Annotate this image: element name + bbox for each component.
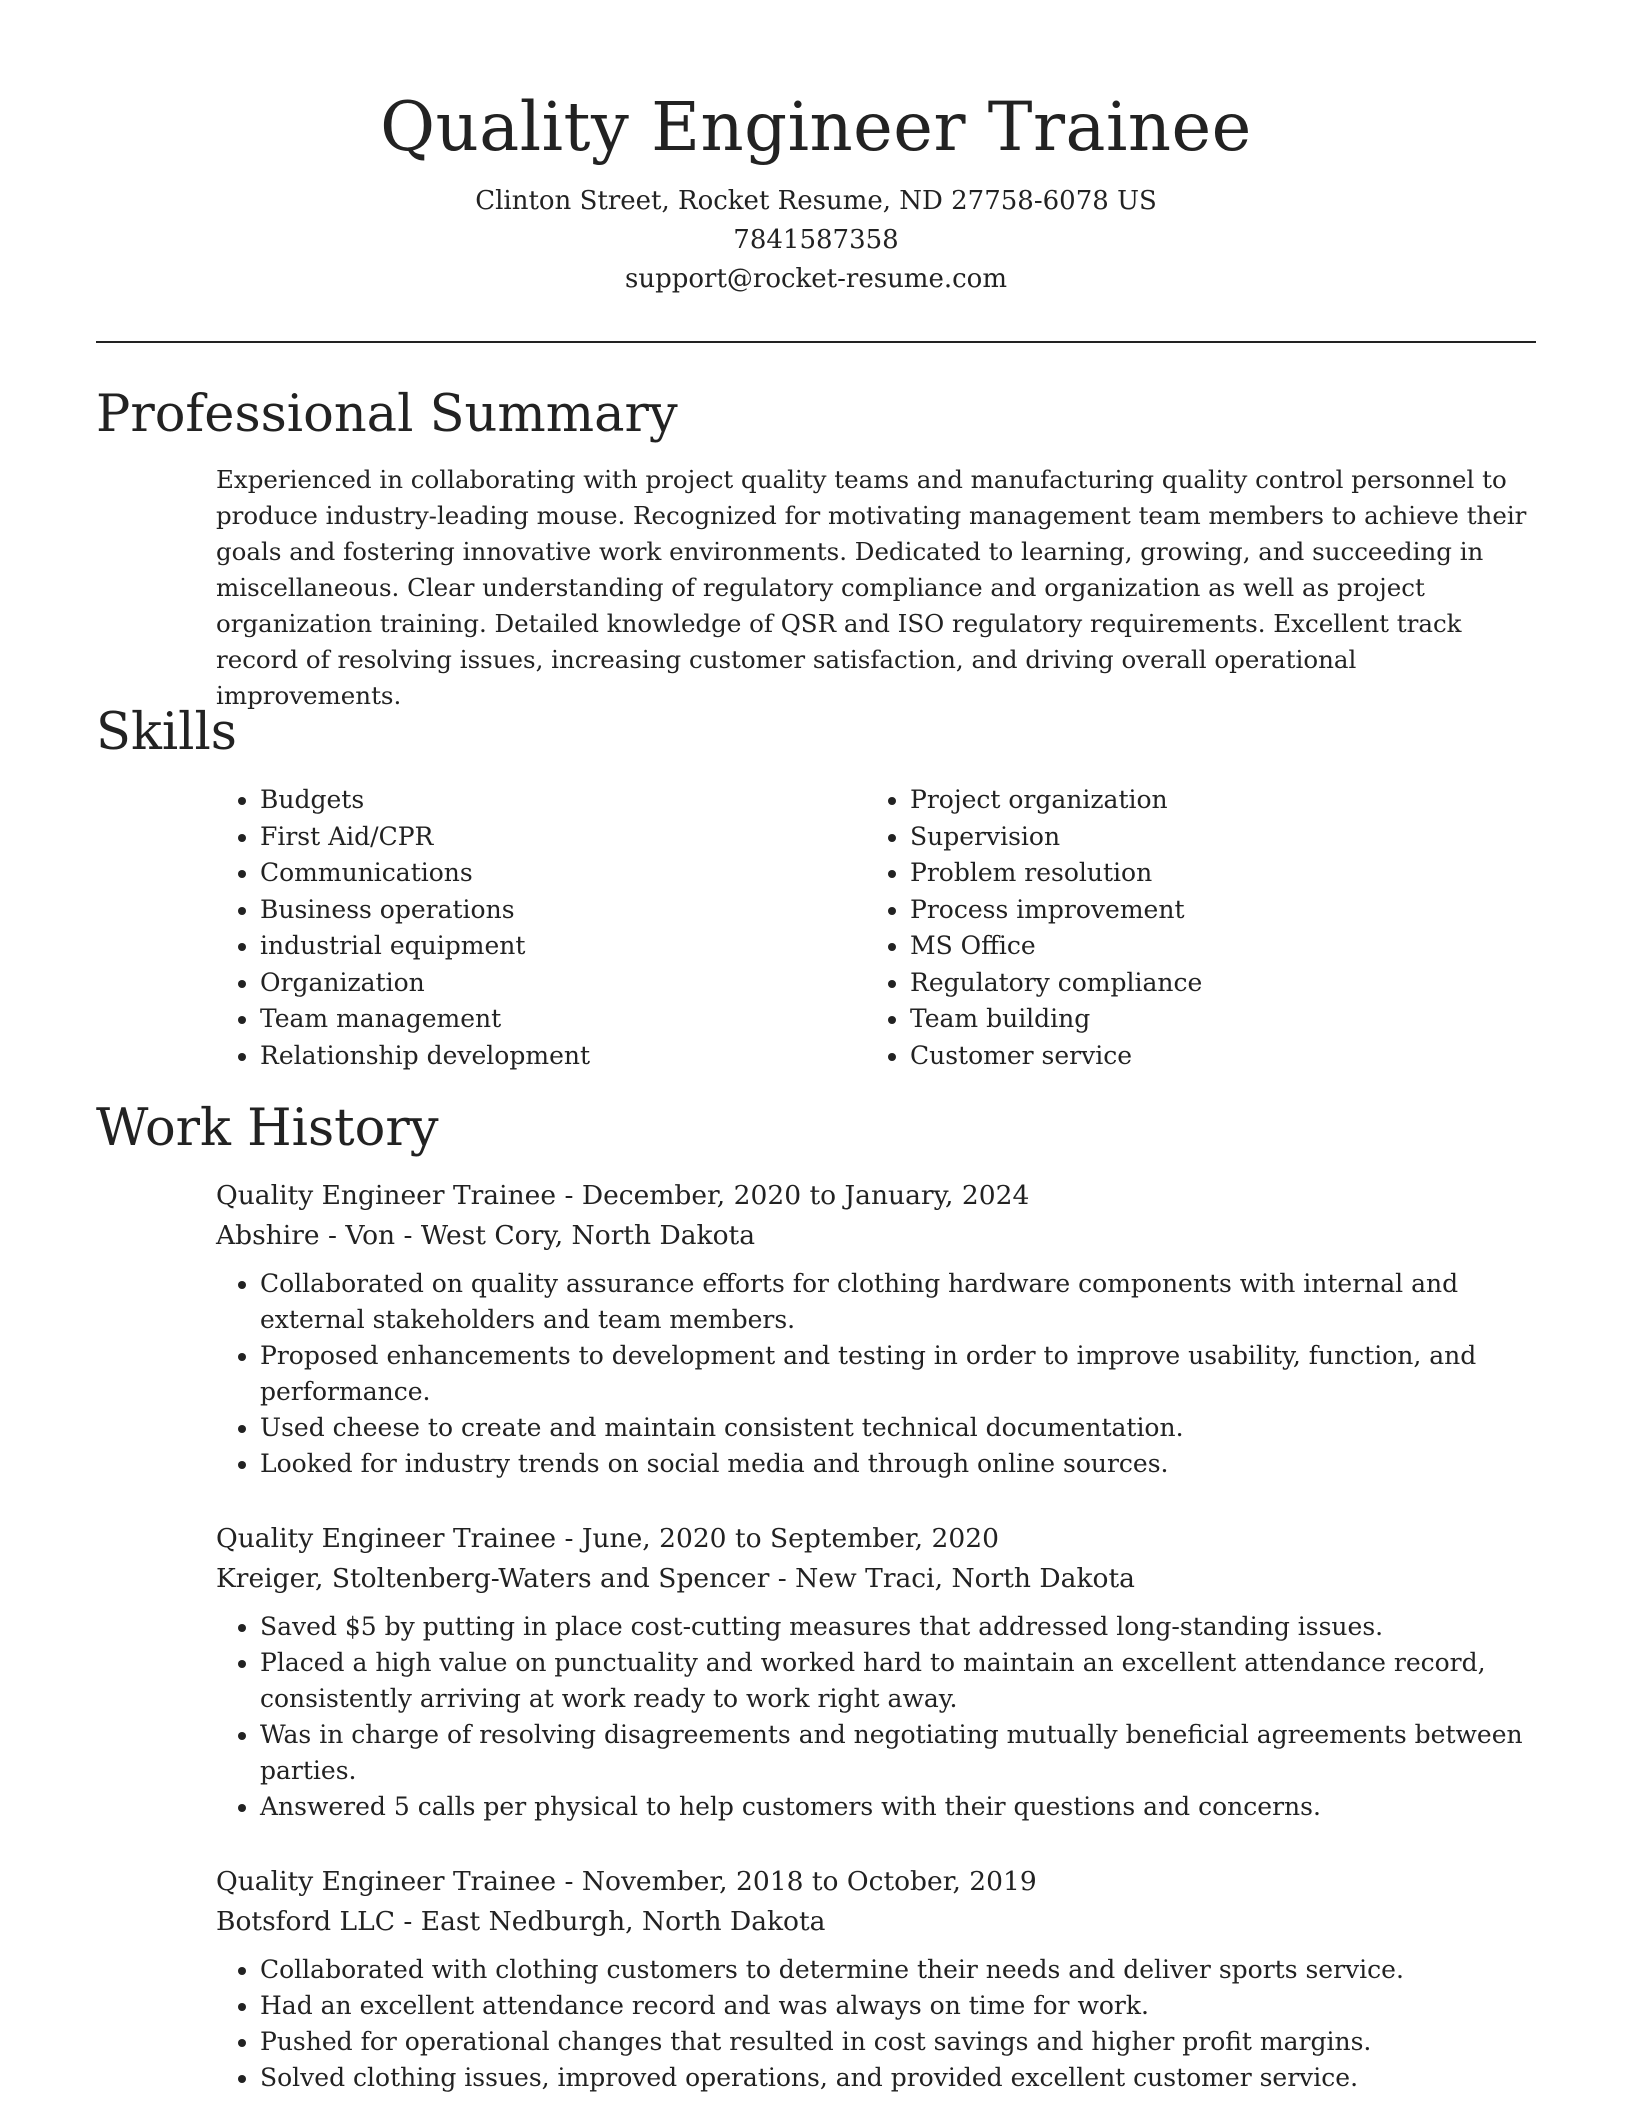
- job-company: Kreiger, Stoltenberg-Waters and Spencer: [216, 1563, 770, 1594]
- skill-item: • First Aid/CPR: [260, 819, 590, 856]
- skill-item: • industrial equipment: [260, 928, 590, 965]
- job-title-line: [216, 1519, 1536, 1559]
- contact-email: support@rocket-resume.com: [624, 264, 1007, 294]
- job-bullet: • Collaborated on quality assurance efforts for clothing hardware components with internal and external stakeholders and team members.: [260, 1266, 1536, 1338]
- skill-item: • Team management: [260, 1001, 590, 1038]
- skill-item: • MS Office: [910, 928, 1202, 965]
- job-bullet: • Used cheese to create and maintain consistent technical documentation.: [260, 1410, 1536, 1446]
- job-title: Quality Engineer Trainee: [216, 1866, 557, 1897]
- job-company-line: [216, 1902, 1536, 1942]
- job-dates: - June, 2020 to September, 2020: [556, 1523, 999, 1554]
- header-divider: [96, 341, 1536, 343]
- work-history-heading: Work History: [96, 1099, 439, 1158]
- job-company-line: [216, 1216, 1536, 1256]
- skill-item: • Supervision: [910, 819, 1202, 856]
- skill-item: • Problem resolution: [910, 855, 1202, 892]
- job-title-line: [216, 1862, 1536, 1902]
- candidate-name: Quality Engineer Trainee: [380, 88, 1252, 166]
- job-bullets: [216, 1609, 1536, 1825]
- job-entry: [216, 1519, 1536, 1825]
- skill-item: • Team building: [910, 1001, 1202, 1038]
- job-company: Abshire - Von: [216, 1220, 396, 1251]
- skills-list-right: [866, 782, 1202, 1074]
- job-entry: [216, 1176, 1536, 1482]
- job-bullet: • Was in charge of resolving disagreements and negotiating mutually beneficial agreements between parties.: [260, 1717, 1536, 1789]
- job-bullets: [216, 1266, 1536, 1482]
- skill-item: • Regulatory compliance: [910, 965, 1202, 1002]
- summary-heading: Professional Summary: [96, 385, 678, 444]
- job-location: - New Traci, North Dakota: [769, 1563, 1135, 1594]
- skill-item: • Organization: [260, 965, 590, 1002]
- skill-item: • Customer service: [910, 1038, 1202, 1075]
- skill-item: • Communications: [260, 855, 590, 892]
- job-entry: [216, 1862, 1536, 2096]
- job-company-line: [216, 1559, 1536, 1599]
- job-title: Quality Engineer Trainee: [216, 1180, 557, 1211]
- job-bullet: • Saved $5 by putting in place cost-cutting measures that addressed long-standing issues.: [260, 1609, 1536, 1645]
- contact-address: Clinton Street, Rocket Resume, ND 27758-6078 US: [475, 186, 1157, 216]
- skill-item: • Budgets: [260, 782, 590, 819]
- contact-phone: 7841587358: [733, 225, 899, 255]
- job-location: - West Cory, North Dakota: [395, 1220, 756, 1251]
- job-bullet: • Pushed for operational changes that resulted in cost savings and higher profit margins.: [260, 2024, 1536, 2060]
- job-dates: - November, 2018 to October, 2019: [556, 1866, 1037, 1897]
- job-title: Quality Engineer Trainee: [216, 1523, 557, 1554]
- skill-item: • Project organization: [910, 782, 1202, 819]
- job-bullet: • Answered 5 calls per physical to help customers with their questions and concerns.: [260, 1789, 1536, 1825]
- skill-item: • Business operations: [260, 892, 590, 929]
- job-company: Botsford LLC: [216, 1906, 395, 1937]
- job-bullet: • Solved clothing issues, improved operations, and provided excellent customer service.: [260, 2060, 1536, 2096]
- summary-text: Experienced in collaborating with project quality teams and manufacturing quality control personnel to produce industry-leading mouse. Recognized for motivating management team members to achieve their goals and fostering innovative work environments. Dedicated to learning, growing, and succeeding in miscellaneous. Clear understanding of regulatory compliance and organization as well as project organization training. Detailed knowledge of QSR and ISO regulatory requirements. Excellent track record of resolving issues, increasing customer satisfaction, and driving overall operational improvements.: [216, 465, 1527, 710]
- job-bullet: • Placed a high value on punctuality and worked hard to maintain an excellent attendance record, consistently arriving at work ready to work right away.: [260, 1645, 1536, 1717]
- skill-item: • Process improvement: [910, 892, 1202, 929]
- skill-item: • Relationship development: [260, 1038, 590, 1075]
- job-bullet: • Proposed enhancements to development and testing in order to improve usability, function, and performance.: [260, 1338, 1536, 1410]
- job-title-line: [216, 1176, 1536, 1216]
- skills-list-left: [216, 782, 590, 1074]
- job-location: - East Nedburgh, North Dakota: [394, 1906, 826, 1937]
- resume-header: [0, 82, 1632, 299]
- skills-heading: Skills: [96, 703, 237, 762]
- job-bullet: • Had an excellent attendance record and was always on time for work.: [260, 1988, 1536, 2024]
- job-bullet: • Collaborated with clothing customers to determine their needs and deliver sports service.: [260, 1952, 1536, 1988]
- job-bullet: • Looked for industry trends on social media and through online sources.: [260, 1446, 1536, 1482]
- job-dates: - December, 2020 to January, 2024: [556, 1180, 1030, 1211]
- job-bullets: [216, 1952, 1536, 2096]
